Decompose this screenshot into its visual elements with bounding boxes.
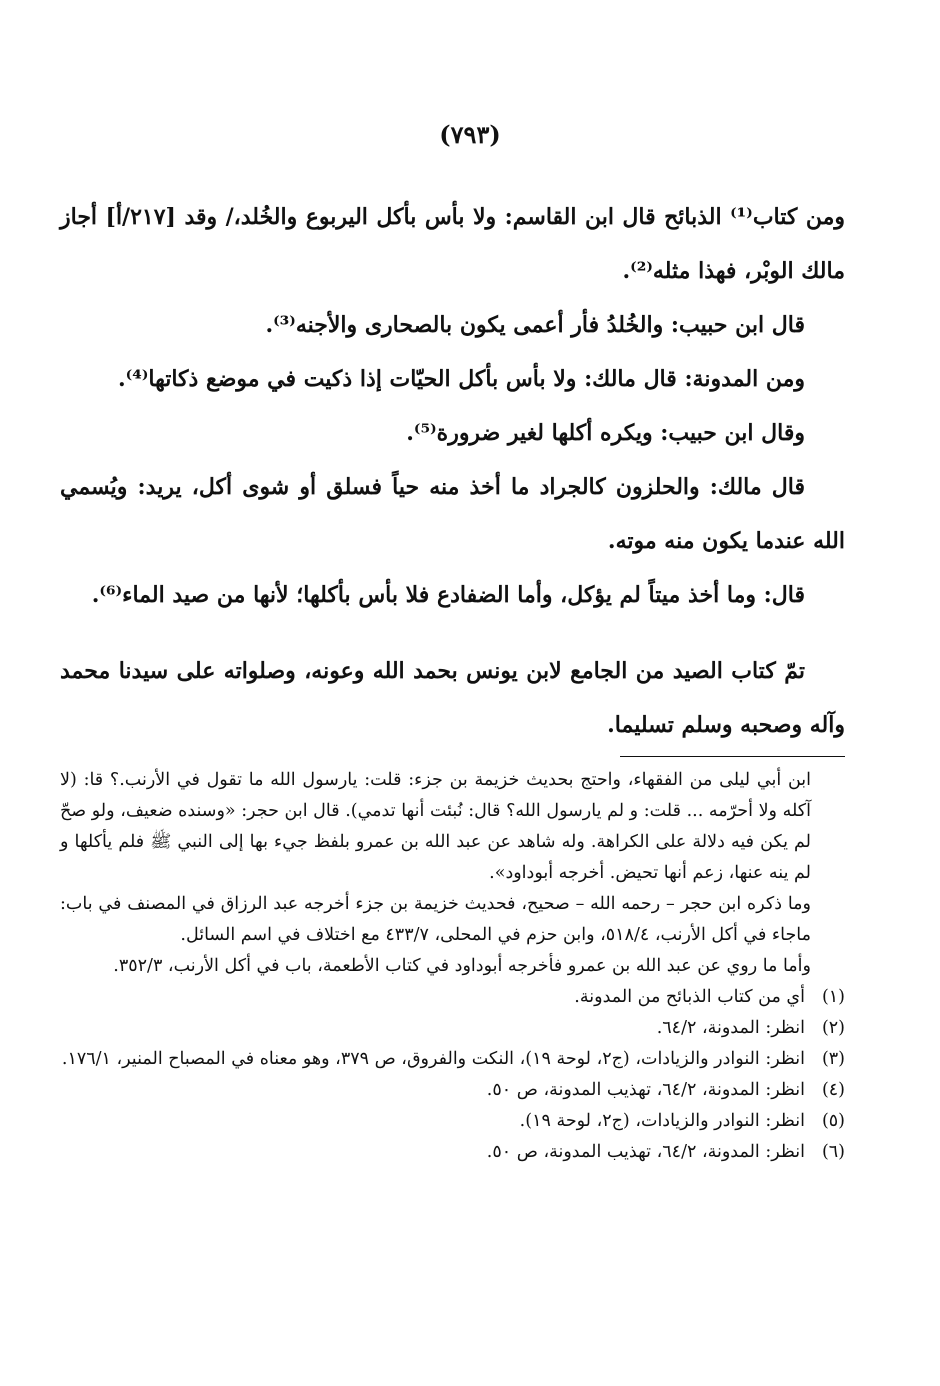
footnote-separator: [620, 756, 845, 757]
paragraph-2: قال ابن حبيب: والخُلدُ فأر أعمى يكون بالصحارى والأجنه⁽³⁾.: [265, 312, 805, 338]
paragraph-7-colophon: تمّ كتاب الصيد من الجامع لابن يونس بحمد الله وعونه، وصلواته على سيدنا محمد وآله وصحبه وسلم تسليما.: [60, 658, 845, 738]
footnote-text: انظر: النوادر والزيادات، (ج٢، لوحة ١٩)، النكت والفروق، ص ٣٧٩، وهو معناه في المصباح المنير، ١٧٦/١.: [61, 1049, 805, 1069]
footnote-4: [60, 1075, 845, 1106]
manuscript-folio-marker: [٢١٧/أ]: [105, 204, 176, 230]
paragraph-5: قال مالك: والحلزون كالجراد ما أخذ منه حياً فسلق أو شوى أكل، يريد: ويُسمي الله عندما يكون منه موته.: [60, 474, 845, 554]
paragraph-3: ومن المدونة: قال مالك: ولا بأس بأكل الحيّات إذا ذكيت في موضع ذكاتها⁽⁴⁾.: [117, 366, 805, 392]
footnote-1: [60, 982, 845, 1013]
footnote-text: انظر: المدونة، ٦٤/٢، تهذيب المدونة، ص ٥٠.: [486, 1142, 805, 1162]
main-text: [60, 190, 845, 752]
paragraph-1-text-a: ومن كتاب⁽¹⁾ الذبائح قال ابن القاسم: ولا بأس بأكل اليربوع والخُلد،/ وقد: [175, 204, 845, 230]
footnote-number: (٣): [821, 1049, 845, 1069]
footnote-number: (١): [821, 987, 845, 1007]
paragraph-1: [60, 190, 845, 298]
continued-note-1: ابن أبي ليلى من الفقهاء، واحتج بحديث خزيمة بن جزء: قلت: يارسول الله ما تقول في الأرنب.؟ قا: (لا آكله ولا أحرّمه ... قلت: و لم يارسول الله؟ قال: نُبئت أنها تدمي). قال ابن حجر: «وسنده ضعيف، ولو صحّ لم يكن فيه دلالة على الكراهة. وله شاهد عن عبد الله بن عمرو بلفظ جيء بها إلى النبي ﷺ فلم يأكلها و لم ينه عنها، زعم أنها تحيض. أخرجه أبوداود».: [60, 770, 811, 883]
paragraph-1-text-b: أجاز مالك الوبْر، فهذا مثله⁽²⁾.: [60, 204, 845, 284]
footnote-3: [60, 1044, 845, 1075]
footnote-text: انظر: المدونة، ٦٤/٢، تهذيب المدونة، ص ٥٠.: [486, 1080, 805, 1100]
footnote-number: (٢): [821, 1018, 845, 1038]
continued-note-3: وأما ما روي عن عبد الله بن عمرو فأخرجه أبوداود في كتاب الأطعمة، باب في أكل الأرنب، ٣٥٢/٣.: [113, 956, 811, 976]
footnote-text: انظر: المدونة، ٦٤/٢.: [656, 1018, 805, 1038]
paragraph-6: قال: وما أخذ ميتاً لم يؤكل، وأما الضفادع فلا بأس بأكلها؛ لأنها من صيد الماء⁽⁶⁾.: [91, 582, 805, 608]
footnote-6: [60, 1137, 845, 1168]
footnote-text: انظر: النوادر والزيادات، (ج٢، لوحة ١٩).: [519, 1111, 805, 1131]
footnote-text: أي من كتاب الذبائح من المدونة.: [574, 987, 805, 1007]
paragraph-4: وقال ابن حبيب: ويكره أكلها لغير ضرورة⁽⁵⁾.: [406, 420, 805, 446]
continued-note-2: وما ذكره ابن حجر – رحمه الله – صحيح، فحديث خزيمة بن جزء أخرجه عبد الرزاق في المصنف في باب: ماجاء في أكل الأرنب، ٥١٨/٤، وابن حزم في المحلى، ٤٣٣/٧ مع اختلاف في اسم السائل.: [60, 894, 811, 945]
footnote-2: [60, 1013, 845, 1044]
footnote-number: (٦): [821, 1142, 845, 1162]
footnote-number: (٤): [821, 1080, 845, 1100]
footnotes-area: [60, 765, 845, 1168]
footnote-number: (٥): [821, 1111, 845, 1131]
page-number: (٧٩٣): [439, 120, 501, 149]
footnote-5: [60, 1106, 845, 1137]
